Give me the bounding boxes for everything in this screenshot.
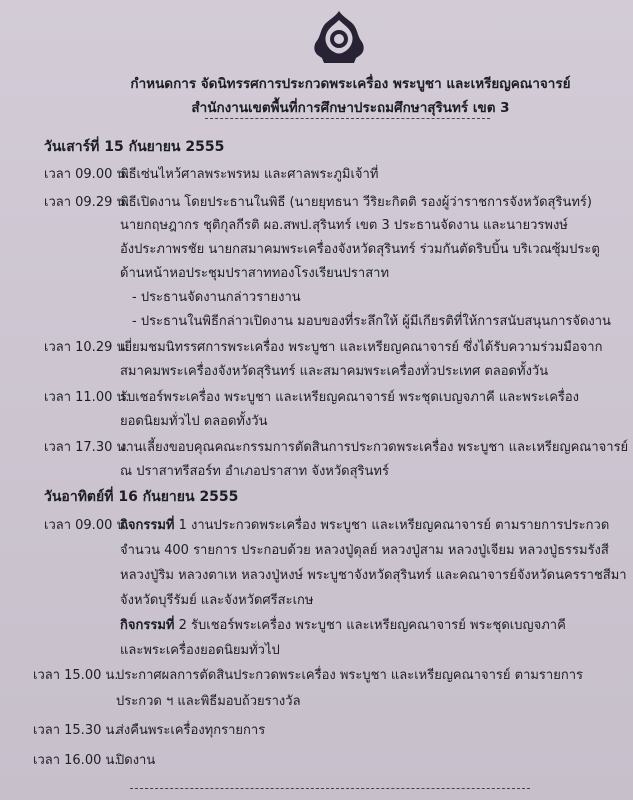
schedule-time: เวลา 10.29 น.	[44, 340, 130, 355]
day1-heading: วันเสาร์ที่ 15 กันยายน 2555	[44, 139, 225, 155]
activity-2-text	[120, 614, 566, 635]
schedule-text: พิธีเปิดงาน โดยประธานในพิธี (นายยุทธนา วีริยะกิตติ รองผู้ว่าราชการจังหวัดสุรินทร์)	[120, 195, 592, 210]
schedule-text: เยี่ยมชมนิทรรศการพระเครื่อง พระบูชา และเหรียญคณาจารย์ ซึ่งได้รับความร่วมมือจาก	[120, 340, 603, 355]
schedule-text: จังหวัดบุรีรัมย์ และจังหวัดศรีสะเกษ	[120, 593, 314, 608]
schedule-time: เวลา 11.00 น.	[44, 390, 130, 405]
schedule-time: เวลา 15.30 น.	[33, 723, 119, 738]
office-subtitle: สำนักงานเขตพื้นที่การศึกษาประถมศึกษาสุรินทร์ เขต 3	[191, 100, 510, 116]
activity-text: 1 งานประกวดพระเครื่อง พระบูชา และเหรียญคณาจารย์ ตามรายการประกวด	[178, 518, 610, 533]
schedule-text: พิธีเซ่นไหว้ศาลพระพรหม และศาลพระภูมิเจ้าที่	[120, 167, 379, 182]
schedule-time: เวลา 16.00 น.	[33, 753, 119, 768]
schedule-time: เวลา 09.29 น.	[44, 195, 130, 210]
document-title: กำหนดการ จัดนิทรรศการประกวดพระเครื่อง พระบูชา และเหรียญคณาจารย์	[130, 76, 571, 92]
activity-label: กิจกรรมที่	[120, 518, 175, 533]
schedule-text: หลวงปู่ริม หลวงตาเห หลวงปู่หงษ์ พระบูชาจังหวัดสุรินทร์ และคณาจารย์จังหวัดนครราชสีมา	[120, 568, 627, 583]
schedule-text: อังประภาพรชัย นายกสมาคมพระเครื่องจังหวัดสุรินทร์ ร่วมกันตัดริบบิ้น บริเวณซุ้มประตู	[120, 242, 600, 257]
schedule-text: ปิดงาน	[116, 753, 156, 768]
divider-bottom	[130, 788, 530, 789]
activity-1-text	[120, 514, 609, 535]
schedule-text: รับเชอร์พระเครื่อง พระบูชา และเหรียญคณาจารย์ พระชุดเบญจภาคี และพระเครื่อง	[120, 390, 580, 405]
garuda-crest-icon	[310, 8, 368, 66]
activity-label: กิจกรรมที่	[120, 618, 175, 633]
schedule-text: นายกฤษฎากร ชุติกุลกีรติ ผอ.สพป.สุรินทร์ เขต 3 ประธานจัดงาน และนายวรพงษ์	[120, 218, 568, 233]
schedule-bullet: - ประธานในพิธีกล่าวเปิดงาน มอบของที่ระลึกให้ ผู้มีเกียรติที่ให้การสนับสนุนการจัดงาน	[132, 314, 611, 329]
schedule-text: ยอดนิยมทั่วไป ตลอดทั้งวัน	[120, 414, 268, 429]
schedule-text: ส่งคืนพระเครื่องทุกรายการ	[116, 723, 266, 738]
day2-heading: วันอาทิตย์ที่ 16 กันยายน 2555	[44, 489, 239, 505]
schedule-text: ด้านหน้าหอประชุมปราสาททองโรงเรียนปราสาท	[120, 266, 390, 281]
schedule-time: เวลา 17.30 น.	[44, 440, 130, 455]
divider-top	[205, 118, 490, 119]
schedule-bullet: - ประธานจัดงานกล่าวรายงาน	[132, 290, 301, 305]
activity-text: 2 รับเชอร์พระเครื่อง พระบูชา และเหรียญคณาจารย์ พระชุดเบญจภาคี	[178, 618, 566, 633]
schedule-time: เวลา 15.00 น.	[33, 668, 119, 683]
schedule-text: และพระเครื่องยอดนิยมทั่วไป	[120, 643, 280, 658]
schedule-time: เวลา 09.00 น.	[44, 167, 130, 182]
schedule-text: งานเลี้ยงขอบคุณคณะกรรมการตัดสินการประกวดพระเครื่อง พระบูชา และเหรียญคณาจารย์	[120, 440, 629, 455]
schedule-text: จำนวน 400 รายการ ประกอบด้วย หลวงปู่ดุลย์ หลวงปู่สาม หลวงปู่เจียม หลวงปู่ธรรมรังสี	[120, 543, 609, 558]
schedule-time: เวลา 09.00 น.	[44, 518, 130, 533]
schedule-text: ณ ปราสาทรีสอร์ท อำเภอปราสาท จังหวัดสุรินทร์	[120, 464, 389, 479]
schedule-text: ประกาศผลการตัดสินประกวดพระเครื่อง พระบูชา และเหรียญคณาจารย์ ตามรายการ	[116, 668, 583, 683]
schedule-text: ประกวด ฯ และพิธีมอบถ้วยรางวัล	[116, 694, 301, 709]
schedule-text: สมาคมพระเครื่องจังหวัดสุรินทร์ และสมาคมพระเครื่องทั่วประเทศ ตลอดทั้งวัน	[120, 364, 549, 379]
